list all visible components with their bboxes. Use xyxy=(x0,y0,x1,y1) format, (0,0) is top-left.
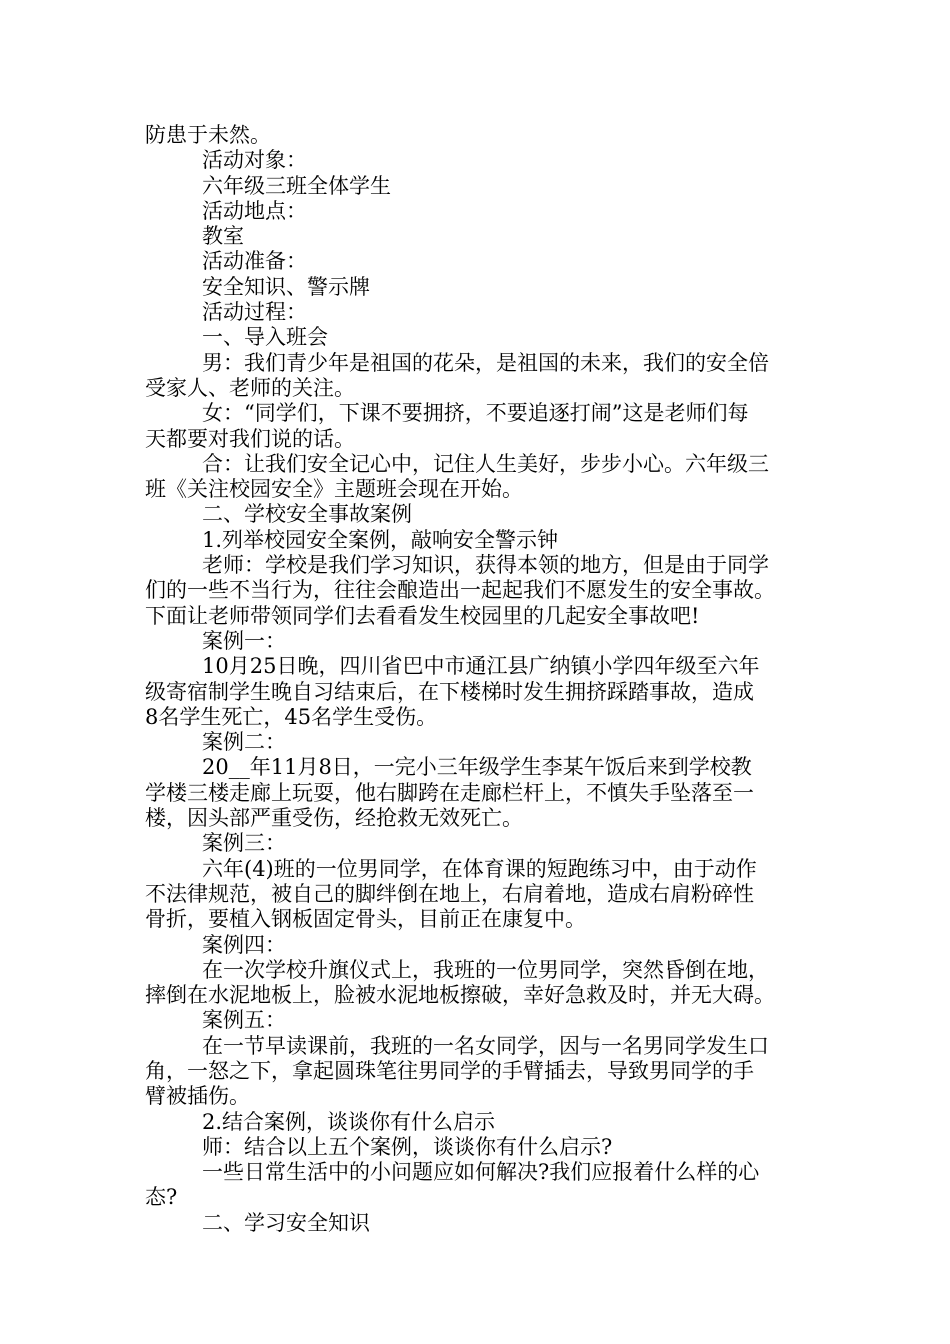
text-line: 级寄宿制学生晚自习结束后，在下楼梯时发生拥挤踩踏事故，造成 xyxy=(145,679,754,704)
text-line: 10月25日晚，四川省巴中市通江县广纳镇小学四年级至六年 xyxy=(202,654,760,679)
text-line: 活动准备： xyxy=(202,249,307,274)
text-line: 教室 xyxy=(202,224,244,249)
text-line: 二、学校安全事故案例 xyxy=(202,502,412,527)
text-line: 防患于未然。 xyxy=(145,123,271,147)
text-line: 学楼三楼走廊上玩耍，他右脚跨在走廊栏杆上，不慎失手坠落至一 xyxy=(145,780,754,805)
text-line: 8名学生死亡，45名学生受伤。 xyxy=(145,704,438,729)
text-line: 案例二： xyxy=(202,730,286,755)
text-line: 下面让老师带领同学们去看看发生校园里的几起安全事故吧! xyxy=(145,603,700,628)
document-body xyxy=(145,123,810,1236)
text-line: 案例一： xyxy=(202,628,286,653)
text-line: 活动地点： xyxy=(202,198,307,223)
text-line: 骨折，要植入钢板固定骨头，目前正在康复中。 xyxy=(145,907,586,932)
text-line: 二、学习安全知识 xyxy=(202,1210,370,1235)
text-line: 活动过程： xyxy=(202,300,307,325)
text-line: 案例四： xyxy=(202,932,286,957)
text-line: 女：“同学们，下课不要拥挤，不要追逐打闹”这是老师们每 xyxy=(202,401,749,426)
text-line: 不法律规范，被自己的脚绊倒在地上，右肩着地，造成右肩粉碎性 xyxy=(145,881,754,906)
text-line: 天都要对我们说的话。 xyxy=(145,426,355,451)
text-line: 安全知识、警示牌 xyxy=(202,274,370,299)
text-line: 20__年11月8日，一完小三年级学生李某午饭后来到学校教 xyxy=(202,755,752,780)
text-line: 老师：学校是我们学习知识，获得本领的地方，但是由于同学 xyxy=(202,553,769,578)
text-line: 在一节早读课前，我班的一名女同学，因与一名男同学发生口 xyxy=(202,1033,769,1058)
text-line: 活动对象： xyxy=(202,148,307,173)
text-line: 师：结合以上五个案例，谈谈你有什么启示? xyxy=(202,1134,613,1159)
text-line: 合：让我们安全记心中，记住人生美好，步步小心。六年级三 xyxy=(202,451,769,476)
text-line: 态? xyxy=(145,1185,178,1210)
text-line: 楼，因头部严重受伤，经抢救无效死亡。 xyxy=(145,806,523,831)
text-line: 们的一些不当行为，往往会酿造出一起起我们不愿发生的安全事故。 xyxy=(145,578,775,603)
text-line: 案例三： xyxy=(202,831,286,856)
text-line: 一、导入班会 xyxy=(202,325,328,350)
text-line: 摔倒在水泥地板上，脸被水泥地板擦破，幸好急救及时，并无大碍。 xyxy=(145,983,775,1008)
text-line: 2.结合案例，谈谈你有什么启示 xyxy=(202,1109,496,1134)
text-line: 案例五： xyxy=(202,1008,286,1033)
text-line: 六年级三班全体学生 xyxy=(202,173,391,198)
text-line: 1.列举校园安全案例，敲响安全警示钟 xyxy=(202,527,559,552)
text-line: 臂被插伤。 xyxy=(145,1084,250,1109)
text-line: 班《关注校园安全》主题班会现在开始。 xyxy=(145,477,523,502)
text-line: 角，一怒之下，拿起圆珠笔往男同学的手臂插去，导致男同学的手 xyxy=(145,1058,754,1083)
text-line: 男：我们青少年是祖国的花朵，是祖国的未来，我们的安全倍 xyxy=(202,350,769,375)
text-line: 受家人、老师的关注。 xyxy=(145,375,355,400)
text-line: 在一次学校升旗仪式上，我班的一位男同学，突然昏倒在地， xyxy=(202,957,769,982)
text-line: 一些日常生活中的小问题应如何解决?我们应报着什么样的心 xyxy=(202,1160,760,1185)
text-line: 六年(4)班的一位男同学，在体育课的短跑练习中，由于动作 xyxy=(202,856,757,881)
